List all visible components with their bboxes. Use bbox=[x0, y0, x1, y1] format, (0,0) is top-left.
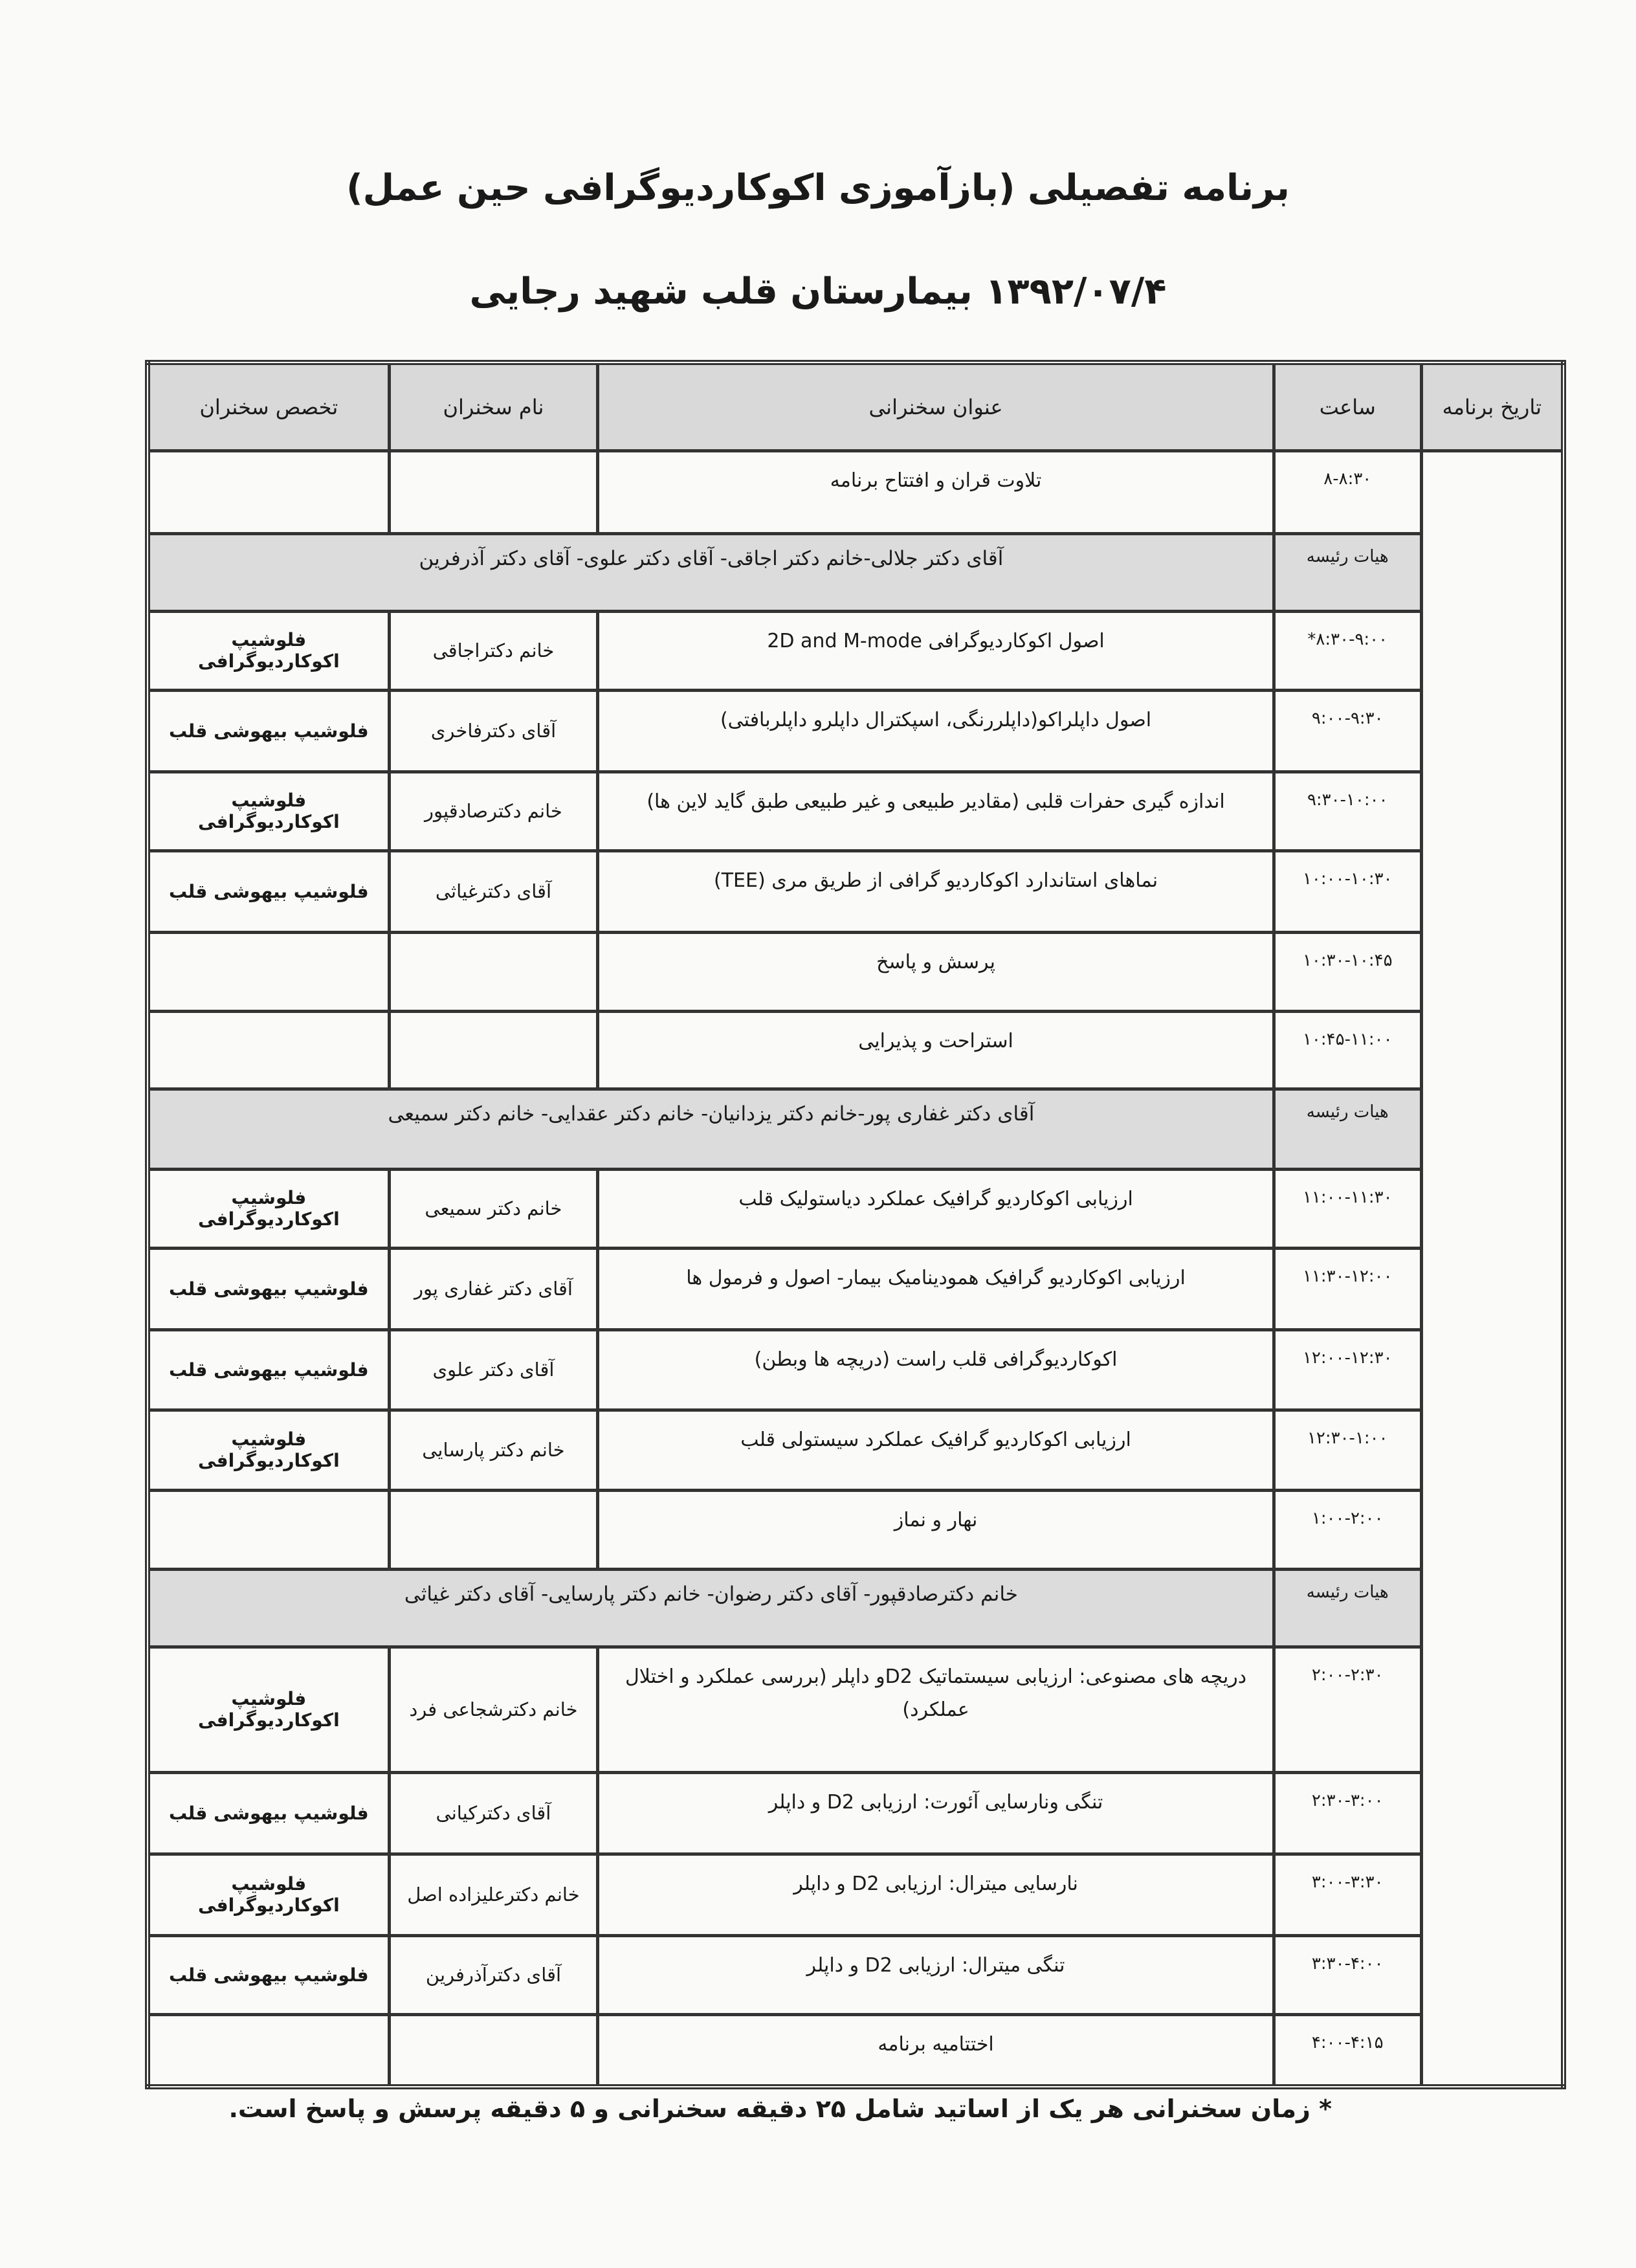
session-topic: نهار و نماز bbox=[598, 1490, 1274, 1569]
panel-chairs: خانم دکترصادقپور- آقای دکتر رضوان- خانم دکتر پارسایی- آقای دکتر غیاثی bbox=[148, 1569, 1274, 1647]
session-row bbox=[148, 1647, 1564, 1772]
session-specialty: فلوشیپ بیهوشی قلب bbox=[148, 690, 389, 772]
session-row bbox=[148, 1169, 1564, 1248]
session-time: ۱۱:۳۰-۱۲:۰۰ bbox=[1274, 1248, 1421, 1329]
session-speaker: خانم دکترصادقپور bbox=[389, 772, 598, 850]
document-subtitle: ۱۳۹۲/۰۷/۴ بیمارستان قلب شهید رجایی bbox=[469, 271, 1167, 313]
header-time: ساعت bbox=[1274, 362, 1421, 450]
session-speaker: آقای دکترفاخری bbox=[389, 690, 598, 772]
session-topic: تنگی میترال: ارزیابی D2 و داپلر bbox=[598, 1935, 1274, 2014]
session-row bbox=[148, 772, 1564, 850]
session-row bbox=[148, 690, 1564, 772]
session-specialty: فلوشیپ بیهوشی قلب bbox=[148, 850, 389, 932]
session-speaker: خانم دکترعلیزاده اصل bbox=[389, 1854, 598, 1935]
session-time: ۱۰:۴۵-۱۱:۰۰ bbox=[1274, 1011, 1421, 1089]
session-specialty bbox=[148, 932, 389, 1011]
session-topic: ارزیابی اکوکاردیو گرافیک همودینامیک بیمار- اصول و فرمول ها bbox=[598, 1248, 1274, 1329]
session-topic: تنگی ونارسایی آئورت: ارزیابی D2 و داپلر bbox=[598, 1772, 1274, 1854]
session-row bbox=[148, 1248, 1564, 1329]
program-date-cell bbox=[1421, 450, 1564, 2087]
session-time: ۱۱:۰۰-۱۱:۳۰ bbox=[1274, 1169, 1421, 1248]
session-row bbox=[148, 450, 1564, 533]
session-topic: اختتامیه برنامه bbox=[598, 2014, 1274, 2087]
header-speaker: نام سخنران bbox=[389, 362, 598, 450]
session-speaker bbox=[389, 1011, 598, 1089]
schedule-table bbox=[145, 360, 1566, 2089]
panel-row bbox=[148, 1089, 1564, 1169]
header-row bbox=[148, 362, 1564, 450]
session-row bbox=[148, 1772, 1564, 1854]
session-topic: ارزیابی اکوکاردیو گرافیک عملکرد دیاستولیک قلب bbox=[598, 1169, 1274, 1248]
session-topic: دریچه های مصنوعی: ارزیابی سیستماتیک D2و داپلر (بررسی عملکرد و اختلال عملکرد) bbox=[598, 1647, 1274, 1772]
session-topic: اصول اکوکاردیوگرافی 2D and M-mode bbox=[598, 611, 1274, 690]
session-speaker bbox=[389, 1490, 598, 1569]
panel-chairs: آقای دکتر جلالی-خانم دکتر اجاقی- آقای دکتر علوی- آقای دکتر آذرفرین bbox=[148, 533, 1274, 611]
session-specialty bbox=[148, 1011, 389, 1089]
header-specialty: تخصص سخنران bbox=[148, 362, 389, 450]
header-date: تاریخ برنامه bbox=[1421, 362, 1564, 450]
session-specialty bbox=[148, 2014, 389, 2087]
session-topic: ارزیابی اکوکاردیو گرافیک عملکرد سیستولی قلب bbox=[598, 1410, 1274, 1490]
session-specialty: فلوشیپ بیهوشی قلب bbox=[148, 1248, 389, 1329]
session-row bbox=[148, 1329, 1564, 1410]
session-speaker: آقای دکترکیانی bbox=[389, 1772, 598, 1854]
session-row bbox=[148, 2014, 1564, 2087]
session-topic: پرسش و پاسخ bbox=[598, 932, 1274, 1011]
panel-row bbox=[148, 1569, 1564, 1647]
session-time: ۸:۳۰-۹:۰۰* bbox=[1274, 611, 1421, 690]
session-row bbox=[148, 1935, 1564, 2014]
session-time: ۱۰:۰۰-۱۰:۳۰ bbox=[1274, 850, 1421, 932]
session-time: ۱۲:۰۰-۱۲:۳۰ bbox=[1274, 1329, 1421, 1410]
session-time: ۲:۳۰-۳:۰۰ bbox=[1274, 1772, 1421, 1854]
session-speaker bbox=[389, 932, 598, 1011]
session-speaker: آقای دکترآذرفرین bbox=[389, 1935, 598, 2014]
session-speaker bbox=[389, 2014, 598, 2087]
session-specialty: فلوشیپ اکوکاردیوگرافی bbox=[148, 772, 389, 850]
panel-label: هیات رئیسه bbox=[1274, 1569, 1421, 1647]
session-speaker: خانم دکتر سمیعی bbox=[389, 1169, 598, 1248]
session-specialty bbox=[148, 450, 389, 533]
session-speaker bbox=[389, 450, 598, 533]
session-row bbox=[148, 850, 1564, 932]
panel-label: هیات رئیسه bbox=[1274, 533, 1421, 611]
session-specialty bbox=[148, 1490, 389, 1569]
session-time: ۳:۳۰-۴:۰۰ bbox=[1274, 1935, 1421, 2014]
session-time: ۳:۰۰-۳:۳۰ bbox=[1274, 1854, 1421, 1935]
session-time: ۴:۰۰-۴:۱۵ bbox=[1274, 2014, 1421, 2087]
panel-label: هیات رئیسه bbox=[1274, 1089, 1421, 1169]
header-topic: عنوان سخنرانی bbox=[598, 362, 1274, 450]
session-specialty: فلوشیپ بیهوشی قلب bbox=[148, 1935, 389, 2014]
session-time: ۱:۰۰-۲:۰۰ bbox=[1274, 1490, 1421, 1569]
panel-row bbox=[148, 533, 1564, 611]
session-row bbox=[148, 1410, 1564, 1490]
footnote: * زمان سخنرانی هر یک از اساتید شامل ۲۵ دقیقه سخنرانی و ۵ دقیقه پرسش و پاسخ است. bbox=[228, 2095, 1332, 2123]
session-speaker: آقای دکتر علوی bbox=[389, 1329, 598, 1410]
session-time: ۲:۰۰-۲:۳۰ bbox=[1274, 1647, 1421, 1772]
session-time: ۸-۸:۳۰ bbox=[1274, 450, 1421, 533]
session-time: ۹:۳۰-۱۰:۰۰ bbox=[1274, 772, 1421, 850]
schedule-body bbox=[148, 450, 1564, 2087]
session-row bbox=[148, 1011, 1564, 1089]
session-row bbox=[148, 611, 1564, 690]
session-row bbox=[148, 932, 1564, 1011]
session-time: ۱۲:۳۰-۱:۰۰ bbox=[1274, 1410, 1421, 1490]
session-specialty: فلوشیپ بیهوشی قلب bbox=[148, 1772, 389, 1854]
session-row bbox=[148, 1854, 1564, 1935]
session-speaker: خانم دکترشجاعی فرد bbox=[389, 1647, 598, 1772]
session-specialty: فلوشیپ اکوکاردیوگرافی bbox=[148, 1169, 389, 1248]
session-specialty: فلوشیپ اکوکاردیوگرافی bbox=[148, 611, 389, 690]
session-topic: اصول داپلراکو(داپلررنگی، اسپکترال داپلرو داپلربافتی) bbox=[598, 690, 1274, 772]
session-time: ۱۰:۳۰-۱۰:۴۵ bbox=[1274, 932, 1421, 1011]
document-title: برنامه تفصیلی (بازآموزی اکوکاردیوگرافی حین عمل) bbox=[346, 167, 1290, 209]
session-specialty: فلوشیپ اکوکاردیوگرافی bbox=[148, 1854, 389, 1935]
session-topic: نماهای استاندارد اکوکاردیو گرافی از طریق مری (TEE) bbox=[598, 850, 1274, 932]
session-topic: اکوکاردیوگرافی قلب راست (دریچه ها وبطن) bbox=[598, 1329, 1274, 1410]
panel-chairs: آقای دکتر غفاری پور-خانم دکتر یزدانیان- خانم دکتر عقدایی- خانم دکتر سمیعی bbox=[148, 1089, 1274, 1169]
session-specialty: فلوشیپ بیهوشی قلب bbox=[148, 1329, 389, 1410]
session-row bbox=[148, 1490, 1564, 1569]
session-specialty: فلوشیپ اکوکاردیوگرافی bbox=[148, 1647, 389, 1772]
session-topic: تلاوت قران و افتتاح برنامه bbox=[598, 450, 1274, 533]
session-topic: اندازه گیری حفرات قلبی (مقادیر طبیعی و غیر طبیعی طبق گاید لاین ها) bbox=[598, 772, 1274, 850]
session-time: ۹:۰۰-۹:۳۰ bbox=[1274, 690, 1421, 772]
session-topic: نارسایی میترال: ارزیابی D2 و داپلر bbox=[598, 1854, 1274, 1935]
session-speaker: آقای دکتر غفاری پور bbox=[389, 1248, 598, 1329]
session-topic: استراحت و پذیرایی bbox=[598, 1011, 1274, 1089]
session-speaker: خانم دکتر پارسایی bbox=[389, 1410, 598, 1490]
session-specialty: فلوشیپ اکوکاردیوگرافی bbox=[148, 1410, 389, 1490]
session-speaker: خانم دکتراجاقی bbox=[389, 611, 598, 690]
session-speaker: آقای دکترغیاثی bbox=[389, 850, 598, 932]
